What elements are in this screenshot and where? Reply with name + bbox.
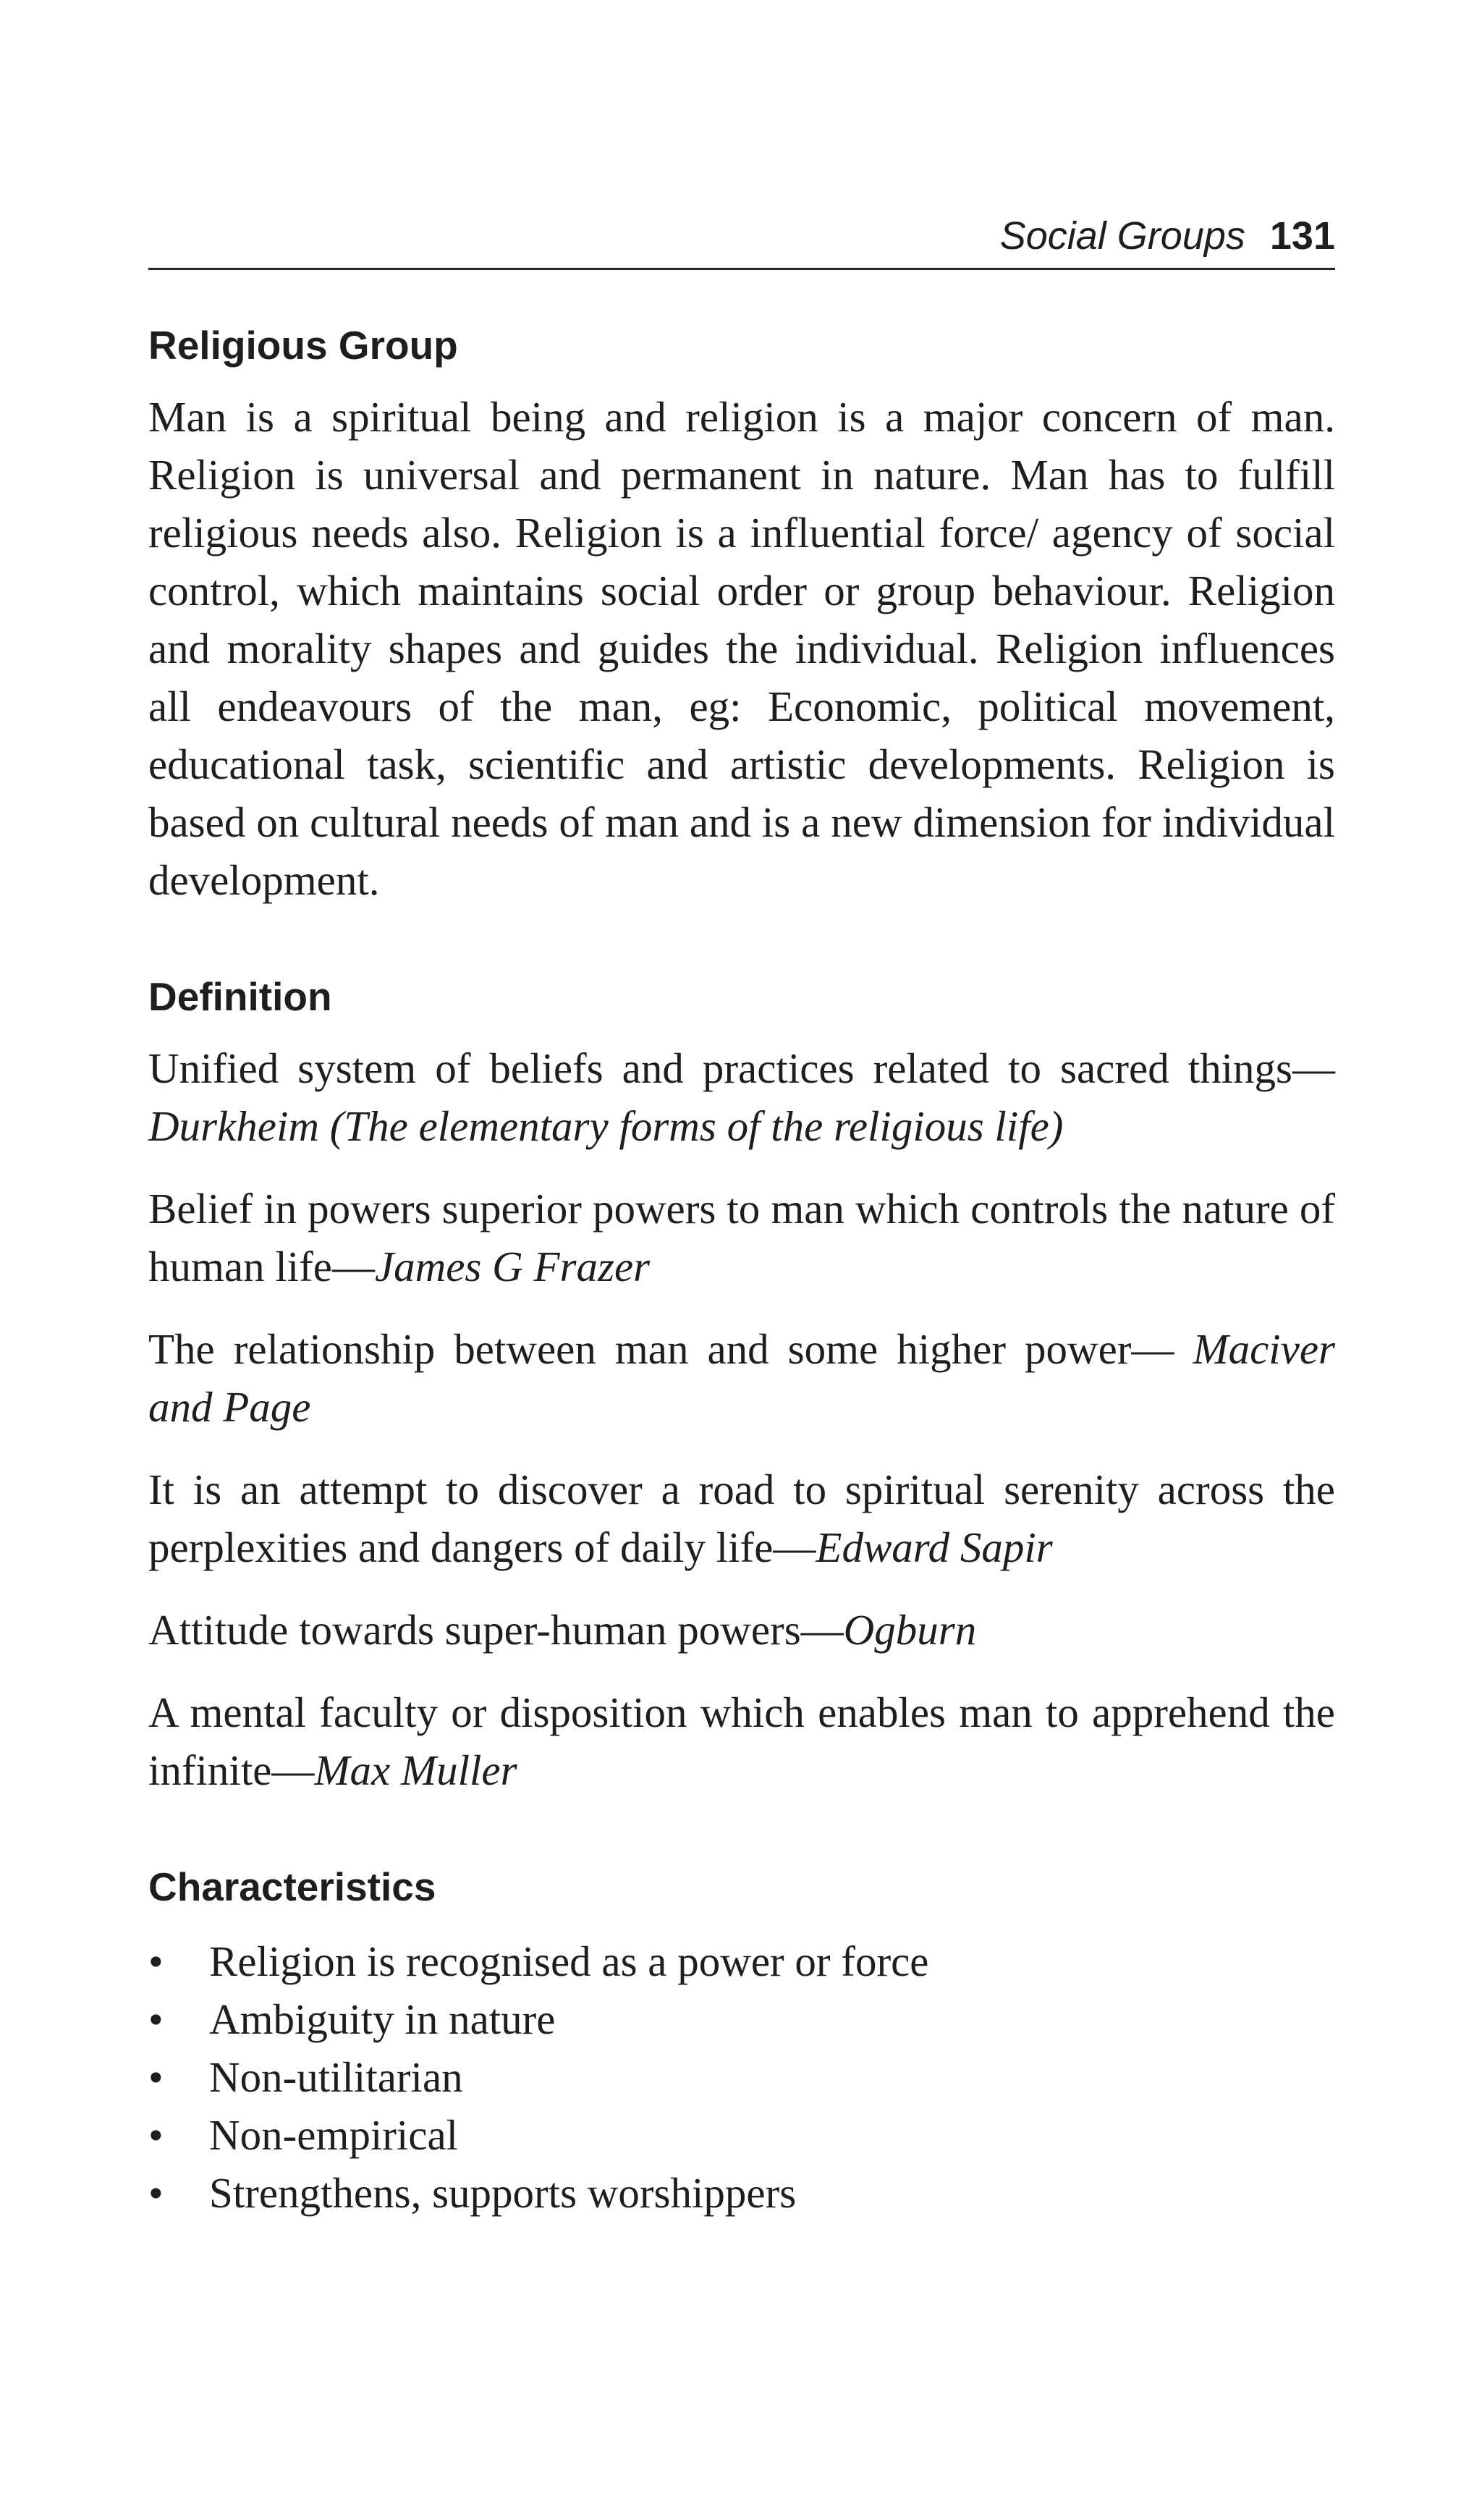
header-rule [148,268,1335,270]
heading-religious-group: Religious Group [148,323,458,368]
page-number: 131 [1269,214,1335,258]
list-item-text: Non-utilitarian [209,2053,463,2101]
list-item-text: Religion is recognised as a power or force [209,1937,929,1985]
definition-text: Unified system of beliefs and practices related to sacred things— [148,1044,1335,1092]
running-head-title: Social Groups [999,214,1245,258]
definition-text: The relationship between man and some higher power— [148,1325,1193,1373]
list-item-text: Strengthens, supports worshippers [209,2169,797,2217]
bullet-icon: • [148,1995,164,2043]
running-head [148,214,1335,258]
characteristics-list [148,1932,928,2222]
heading-definition: Definition [148,974,332,1019]
definition-text: A mental faculty or disposition which enables man to apprehend the infinite— [148,1688,1335,1794]
definition-item [148,1039,1335,1155]
definition-author: Edward Sapir [816,1523,1053,1571]
definition-author: James G Frazer [374,1243,651,1290]
bullet-icon: • [148,2053,164,2101]
definition-item [148,1683,1335,1799]
list-item [148,2106,928,2164]
definition-item [148,1460,1335,1576]
list-item [148,1932,928,1990]
definition-item [148,1320,1335,1436]
religious-group-paragraph: Man is a spiritual being and religion is a major concern of man. Religion is universal and permanent in nature. Man has to fulfill religious needs also. Religion is a influential force/ agency of social control, which maintains social order or group behaviour. Religion and morality shapes and guides the individual. Religion influences all endeavours of the man, eg: Economic, political movement, educational task, scientific and artistic developments. Religion is based on cultural needs of man and is a new dimension for individual development. [148,393,1335,904]
list-item-text: Ambiguity in nature [209,1995,556,2043]
definition-item [148,1180,1335,1295]
heading-characteristics: Characteristics [148,1864,436,1909]
definition-item [148,1601,1335,1659]
bullet-icon: • [148,1937,164,1985]
bullet-icon: • [148,2169,164,2217]
list-item [148,2164,928,2222]
list-item [148,1990,928,2048]
definition-text: Belief in powers superior powers to man which controls the nature of human life— [148,1185,1335,1290]
definition-author: Max Muller [314,1746,517,1794]
list-item [148,2048,928,2106]
definition-text: It is an attempt to discover a road to spiritual serenity across the perplexities and dangers of daily life— [148,1466,1335,1571]
definition-author: Maciver and Page [148,1325,1335,1431]
definition-text: Attitude towards super-human powers— [148,1606,844,1654]
definition-author: Ogburn [843,1606,977,1654]
definition-author: Durkheim (The elementary forms of the religious life) [148,1102,1064,1150]
bullet-icon: • [148,2111,164,2159]
list-item-text: Non-empirical [209,2111,459,2159]
